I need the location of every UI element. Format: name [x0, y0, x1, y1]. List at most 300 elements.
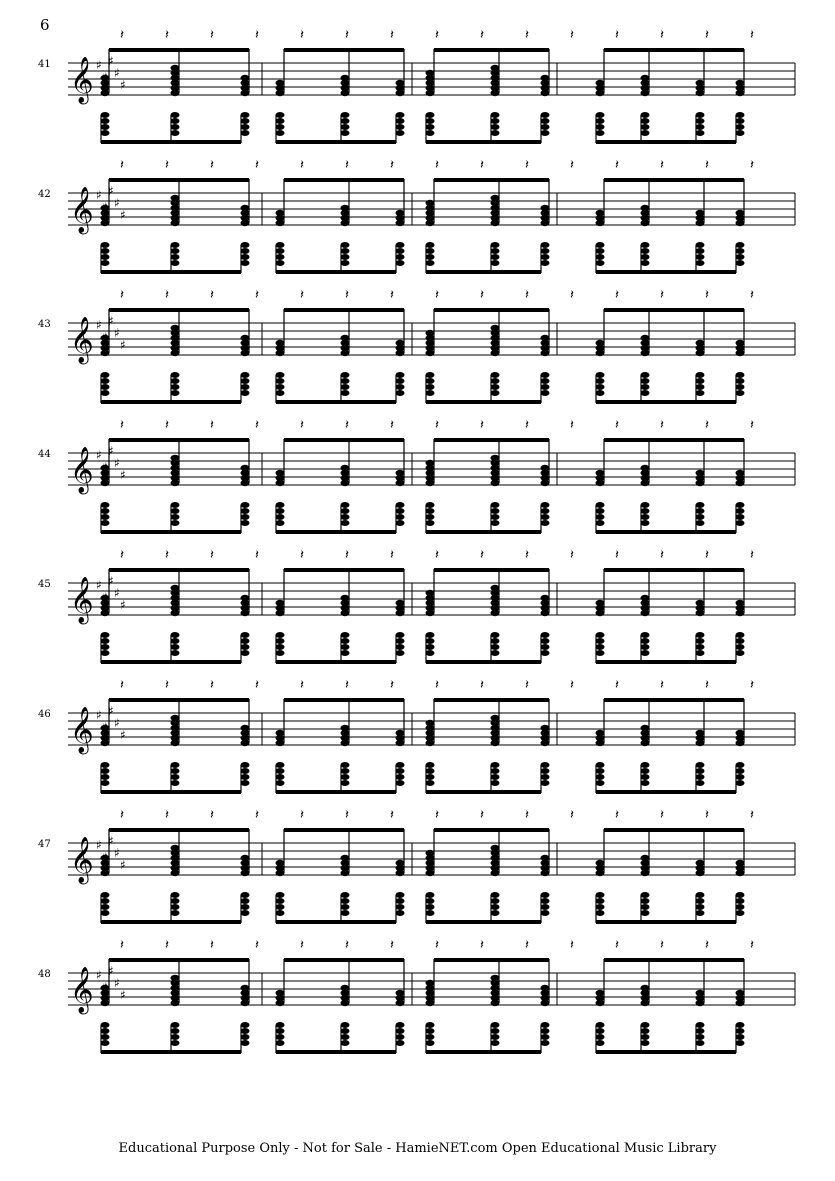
note-head: [276, 898, 285, 904]
note-head: [241, 248, 250, 254]
note-head: [641, 75, 650, 81]
beam: [109, 178, 249, 182]
sharp-icon: ♯: [108, 704, 114, 718]
note-head: [641, 378, 650, 384]
note-head: [241, 650, 250, 656]
note-head: [736, 600, 745, 606]
note-head: [736, 1022, 745, 1028]
rest-icon: 𝄽: [525, 288, 529, 303]
note-head: [641, 248, 650, 254]
system: [38, 548, 795, 664]
note-head: [396, 254, 405, 260]
note-head: [736, 242, 745, 248]
note-head: [696, 762, 705, 768]
note-head: [171, 780, 180, 786]
beam: [596, 1050, 736, 1054]
beam: [109, 958, 249, 962]
note-head: [241, 335, 250, 341]
rest-icon: 𝄽: [120, 808, 124, 823]
note-head: [541, 985, 550, 991]
rest-icon: 𝄽: [165, 678, 169, 693]
note-head: [696, 118, 705, 124]
note-head: [696, 242, 705, 248]
note-head: [491, 130, 500, 136]
note-head: [396, 774, 405, 780]
note-head: [696, 1022, 705, 1028]
rest-icon: 𝄽: [120, 548, 124, 563]
beam: [101, 660, 241, 664]
note-head: [171, 768, 180, 774]
rest-icon: 𝄽: [345, 158, 349, 173]
rest-icon: 𝄽: [480, 418, 484, 433]
note-head: [596, 520, 605, 526]
note-head: [426, 774, 435, 780]
note-head: [736, 1040, 745, 1046]
note-head: [491, 372, 500, 378]
rest-icon: 𝄽: [570, 548, 574, 563]
note-head: [426, 650, 435, 656]
note-head: [276, 768, 285, 774]
note-head: [596, 1040, 605, 1046]
note-head: [171, 384, 180, 390]
note-head: [696, 520, 705, 526]
beam: [596, 790, 736, 794]
rest-icon: 𝄽: [210, 28, 214, 43]
rest-icon: 𝄽: [570, 418, 574, 433]
beam: [604, 958, 744, 962]
note-head: [276, 730, 285, 736]
note-head: [641, 254, 650, 260]
note-head: [276, 638, 285, 644]
rest-icon: 𝄽: [390, 288, 394, 303]
note-head: [396, 378, 405, 384]
note-head: [491, 1040, 500, 1046]
note-head: [736, 638, 745, 644]
measure-number: 47: [38, 839, 51, 850]
note-head: [341, 335, 350, 341]
note-head: [276, 1040, 285, 1046]
rest-icon: 𝄽: [165, 808, 169, 823]
note-head: [596, 210, 605, 216]
note-head: [541, 520, 550, 526]
rest-icon: 𝄽: [750, 28, 754, 43]
rest-icon: 𝄽: [120, 938, 124, 953]
rest-icon: 𝄽: [660, 28, 664, 43]
note-head: [101, 910, 110, 916]
beam: [434, 178, 549, 182]
note-head: [541, 390, 550, 396]
note-head: [241, 780, 250, 786]
note-head: [641, 985, 650, 991]
system: [38, 28, 795, 144]
rest-icon: 𝄽: [705, 28, 709, 43]
note-head: [736, 508, 745, 514]
note-head: [596, 600, 605, 606]
note-head: [696, 768, 705, 774]
note-head: [426, 118, 435, 124]
note-head: [241, 242, 250, 248]
beam: [596, 660, 736, 664]
note-head: [426, 910, 435, 916]
note-head: [101, 112, 110, 118]
note-head: [171, 910, 180, 916]
sharp-icon: ♯: [114, 456, 120, 470]
note-head: [396, 730, 405, 736]
note-head: [426, 260, 435, 266]
note-head: [541, 910, 550, 916]
note-head: [641, 514, 650, 520]
note-head: [341, 248, 350, 254]
beam: [276, 790, 396, 794]
note-head: [736, 768, 745, 774]
note-head: [396, 118, 405, 124]
rest-icon: 𝄽: [660, 548, 664, 563]
note-head: [396, 390, 405, 396]
note-head: [341, 1028, 350, 1034]
note-head: [341, 855, 350, 861]
measure-number: 44: [38, 449, 51, 460]
note-head: [696, 508, 705, 514]
note-head: [736, 502, 745, 508]
note-head: [101, 248, 110, 254]
note-head: [426, 850, 435, 856]
note-head: [491, 502, 500, 508]
note-head: [641, 242, 650, 248]
note-head: [596, 1034, 605, 1040]
note-head: [341, 242, 350, 248]
note-head: [696, 650, 705, 656]
note-head: [396, 1034, 405, 1040]
note-head: [276, 1034, 285, 1040]
note-head: [596, 80, 605, 86]
beam: [604, 438, 744, 442]
note-head: [491, 378, 500, 384]
note-head: [101, 508, 110, 514]
rest-icon: 𝄽: [615, 418, 619, 433]
note-head: [101, 205, 110, 211]
rest-icon: 𝄽: [300, 158, 304, 173]
note-head: [541, 762, 550, 768]
note-head: [596, 112, 605, 118]
note-head: [736, 80, 745, 86]
note-head: [426, 644, 435, 650]
note-head: [341, 372, 350, 378]
sharp-icon: ♯: [120, 598, 126, 612]
note-head: [101, 118, 110, 124]
note-head: [641, 372, 650, 378]
note-head: [341, 768, 350, 774]
note-head: [396, 372, 405, 378]
note-head: [396, 990, 405, 996]
beam: [434, 308, 549, 312]
note-head: [596, 372, 605, 378]
note-head: [491, 1034, 500, 1040]
note-head: [171, 904, 180, 910]
note-head: [541, 248, 550, 254]
note-head: [491, 390, 500, 396]
note-head: [641, 780, 650, 786]
rest-icon: 𝄽: [390, 548, 394, 563]
note-head: [101, 335, 110, 341]
note-head: [641, 762, 650, 768]
note-head: [696, 904, 705, 910]
note-head: [341, 774, 350, 780]
rest-icon: 𝄽: [615, 938, 619, 953]
note-head: [276, 650, 285, 656]
note-head: [541, 242, 550, 248]
note-head: [736, 372, 745, 378]
note-head: [641, 205, 650, 211]
rest-icon: 𝄽: [480, 548, 484, 563]
note-head: [171, 632, 180, 638]
note-head: [341, 780, 350, 786]
rest-icon: 𝄽: [660, 288, 664, 303]
note-head: [596, 780, 605, 786]
note-head: [541, 892, 550, 898]
note-head: [596, 904, 605, 910]
note-head: [241, 390, 250, 396]
system: [38, 288, 795, 404]
note-head: [426, 768, 435, 774]
rest-icon: 𝄽: [345, 548, 349, 563]
rest-icon: 𝄽: [345, 288, 349, 303]
sharp-icon: ♯: [120, 468, 126, 482]
note-head: [171, 242, 180, 248]
note-head: [426, 130, 435, 136]
rest-icon: 𝄽: [345, 28, 349, 43]
note-head: [241, 644, 250, 650]
rest-icon: 𝄽: [525, 678, 529, 693]
note-head: [276, 508, 285, 514]
rest-icon: 𝄽: [435, 548, 439, 563]
note-head: [736, 124, 745, 130]
note-head: [276, 892, 285, 898]
treble-clef-icon: 𝄞: [70, 837, 94, 883]
note-head: [396, 130, 405, 136]
rest-icon: 𝄽: [300, 288, 304, 303]
note-head: [641, 112, 650, 118]
note-head: [736, 1028, 745, 1034]
note-head: [101, 650, 110, 656]
rest-icon: 𝄽: [705, 548, 709, 563]
note-head: [426, 508, 435, 514]
beam: [596, 530, 736, 534]
note-head: [171, 1040, 180, 1046]
note-head: [696, 1034, 705, 1040]
note-head: [341, 260, 350, 266]
beam: [276, 920, 396, 924]
note-head: [101, 378, 110, 384]
note-head: [696, 124, 705, 130]
note-head: [491, 762, 500, 768]
note-head: [396, 260, 405, 266]
note-head: [696, 112, 705, 118]
sharp-icon: ♯: [114, 196, 120, 210]
note-head: [596, 774, 605, 780]
rest-icon: 𝄽: [525, 28, 529, 43]
note-head: [641, 1040, 650, 1046]
note-head: [396, 80, 405, 86]
note-head: [641, 1022, 650, 1028]
note-head: [596, 644, 605, 650]
note-head: [341, 644, 350, 650]
beam: [426, 140, 541, 144]
note-head: [696, 600, 705, 606]
note-head: [241, 514, 250, 520]
note-head: [736, 248, 745, 254]
sharp-icon: ♯: [96, 448, 102, 462]
rest-icon: 𝄽: [570, 288, 574, 303]
note-head: [696, 898, 705, 904]
note-head: [491, 325, 500, 331]
note-head: [596, 340, 605, 346]
rest-icon: 𝄽: [435, 28, 439, 43]
note-head: [396, 248, 405, 254]
note-head: [341, 762, 350, 768]
note-head: [341, 632, 350, 638]
note-head: [491, 892, 500, 898]
note-head: [276, 124, 285, 130]
rest-icon: 𝄽: [255, 808, 259, 823]
rest-icon: 𝄽: [480, 938, 484, 953]
rest-icon: 𝄽: [525, 548, 529, 563]
rest-icon: 𝄽: [660, 678, 664, 693]
note-head: [241, 910, 250, 916]
note-head: [276, 910, 285, 916]
note-head: [341, 910, 350, 916]
note-head: [541, 904, 550, 910]
note-head: [696, 384, 705, 390]
note-head: [396, 632, 405, 638]
note-head: [396, 520, 405, 526]
measure-number: 42: [38, 189, 51, 200]
beam: [604, 308, 744, 312]
note-head: [101, 1028, 110, 1034]
rest-icon: 𝄽: [705, 158, 709, 173]
rest-icon: 𝄽: [255, 418, 259, 433]
note-head: [241, 130, 250, 136]
beam: [284, 698, 404, 702]
beam: [604, 178, 744, 182]
beam: [109, 568, 249, 572]
rest-icon: 𝄽: [435, 938, 439, 953]
note-head: [491, 65, 500, 71]
note-head: [736, 112, 745, 118]
sharp-icon: ♯: [96, 188, 102, 202]
note-head: [541, 384, 550, 390]
note-head: [491, 1028, 500, 1034]
rest-icon: 𝄽: [480, 808, 484, 823]
note-head: [641, 725, 650, 731]
note-head: [171, 892, 180, 898]
note-head: [276, 600, 285, 606]
note-head: [596, 632, 605, 638]
footer-text: Educational Purpose Only - Not for Sale - HamieNET.com Open Educational Music Library: [118, 1141, 717, 1156]
note-head: [171, 378, 180, 384]
rest-icon: 𝄽: [480, 28, 484, 43]
note-head: [491, 774, 500, 780]
note-head: [491, 1022, 500, 1028]
page-number: 6: [40, 16, 50, 34]
note-head: [696, 730, 705, 736]
beam: [284, 568, 404, 572]
beam: [426, 1050, 541, 1054]
note-head: [341, 254, 350, 260]
note-head: [596, 248, 605, 254]
treble-clef-icon: 𝄞: [70, 187, 94, 233]
note-head: [341, 1040, 350, 1046]
beam: [426, 530, 541, 534]
note-head: [541, 1040, 550, 1046]
note-head: [491, 904, 500, 910]
beam: [596, 400, 736, 404]
note-head: [596, 470, 605, 476]
note-head: [276, 990, 285, 996]
note-head: [101, 774, 110, 780]
beam: [101, 790, 241, 794]
note-head: [396, 384, 405, 390]
note-head: [596, 260, 605, 266]
rest-icon: 𝄽: [705, 418, 709, 433]
note-head: [641, 855, 650, 861]
note-head: [736, 892, 745, 898]
note-head: [696, 372, 705, 378]
sharp-icon: ♯: [120, 988, 126, 1002]
note-head: [101, 372, 110, 378]
note-head: [596, 990, 605, 996]
beam: [276, 1050, 396, 1054]
note-head: [341, 904, 350, 910]
rest-icon: 𝄽: [120, 418, 124, 433]
note-head: [341, 75, 350, 81]
note-head: [541, 260, 550, 266]
note-head: [696, 80, 705, 86]
note-head: [241, 1022, 250, 1028]
note-head: [341, 892, 350, 898]
note-head: [241, 502, 250, 508]
note-head: [541, 1034, 550, 1040]
note-head: [541, 514, 550, 520]
note-head: [736, 762, 745, 768]
note-head: [491, 514, 500, 520]
note-head: [736, 520, 745, 526]
note-head: [491, 260, 500, 266]
rest-icon: 𝄽: [345, 808, 349, 823]
note-head: [276, 242, 285, 248]
note-head: [396, 898, 405, 904]
note-head: [641, 638, 650, 644]
note-head: [491, 520, 500, 526]
note-head: [171, 124, 180, 130]
sharp-icon: ♯: [114, 586, 120, 600]
rest-icon: 𝄽: [750, 678, 754, 693]
rest-icon: 𝄽: [300, 938, 304, 953]
beam: [434, 48, 549, 52]
note-head: [171, 650, 180, 656]
note-head: [596, 390, 605, 396]
note-head: [426, 904, 435, 910]
note-head: [276, 112, 285, 118]
note-head: [736, 390, 745, 396]
note-head: [101, 892, 110, 898]
note-head: [491, 384, 500, 390]
note-head: [541, 855, 550, 861]
note-head: [396, 762, 405, 768]
rest-icon: 𝄽: [210, 288, 214, 303]
beam: [284, 438, 404, 442]
treble-clef-icon: 𝄞: [70, 317, 94, 363]
beam: [101, 920, 241, 924]
